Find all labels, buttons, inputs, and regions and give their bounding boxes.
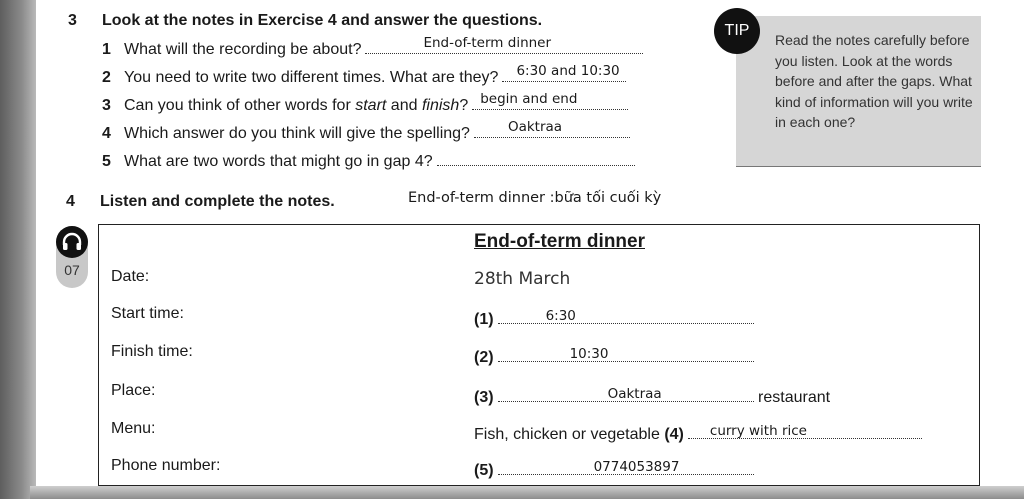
page-shadow-bottom: [30, 486, 1024, 499]
question-text-mid: and: [386, 97, 422, 114]
gap-answer-text: curry with rice: [709, 423, 807, 439]
notes-title: End-of-term dinner: [474, 231, 645, 252]
question-2: [102, 65, 626, 87]
answer-line[interactable]: [437, 149, 635, 166]
question-number: 3: [102, 97, 111, 114]
answer-text: End-of-term dinner: [423, 35, 552, 51]
audio-track-number: 07: [64, 262, 80, 278]
question-3: [102, 93, 628, 115]
notes-row-place: [474, 385, 830, 407]
menu-prefix: Fish, chicken or vegetable: [474, 426, 660, 443]
notes-row-finish-time: [474, 345, 754, 367]
notes-label-start-time: Start time:: [111, 305, 184, 322]
place-suffix: restaurant: [758, 389, 831, 406]
answer-line[interactable]: [502, 65, 626, 82]
gap-number: (4): [664, 426, 684, 443]
gap-answer-line[interactable]: [498, 307, 754, 324]
question-text: What will the recording be about?: [124, 41, 362, 58]
gap-number: (1): [474, 311, 494, 328]
notes-label-finish-time: Finish time:: [111, 343, 193, 360]
answer-line[interactable]: [365, 37, 643, 54]
notes-value-date: 28th March: [474, 269, 571, 289]
notes-label-menu: Menu:: [111, 420, 156, 437]
exercise-4-number: 4: [66, 193, 75, 210]
exercise-4-title: Listen and complete the notes.: [100, 193, 335, 210]
question-text-finish: finish: [421, 97, 460, 114]
question-text: What are two words that might go in gap 4?: [124, 153, 433, 170]
gap-answer-line[interactable]: [498, 345, 754, 362]
question-text-pre: Can you think of other words for: [124, 97, 356, 114]
answer-line[interactable]: [474, 121, 630, 138]
answer-text: begin and end: [480, 91, 578, 107]
gap-answer-text: 0774053897: [593, 459, 680, 475]
question-number: 5: [102, 153, 111, 170]
notes-label-date: Date:: [111, 268, 150, 285]
question-number: 4: [102, 125, 111, 142]
question-4: [102, 121, 630, 143]
question-1: [102, 37, 643, 59]
gap-answer-text: Oaktraa: [607, 386, 662, 402]
question-number: 1: [102, 41, 111, 58]
gap-number: (2): [474, 349, 494, 366]
tip-badge: TIP: [714, 8, 760, 54]
question-text-start: start: [355, 97, 387, 114]
exercise-3-title: Look at the notes in Exercise 4 and answer the questions.: [102, 12, 543, 29]
gap-answer-line[interactable]: [498, 385, 754, 402]
gap-answer-line[interactable]: [498, 458, 754, 475]
gap-answer-text: 10:30: [569, 346, 609, 362]
question-text-post: ?: [459, 97, 469, 114]
vocabulary-note: End-of-term dinner :bữa tối cuối kỳ: [408, 190, 662, 206]
notes-row-menu: [474, 422, 922, 444]
gap-answer-text: 6:30: [545, 308, 576, 324]
answer-text: 6:30 and 10:30: [516, 63, 620, 79]
gap-number: (3): [474, 389, 494, 406]
notes-row-start-time: [474, 307, 754, 329]
answer-text: Oaktraa: [507, 119, 563, 135]
notes-label-place: Place:: [111, 382, 156, 399]
question-text: You need to write two different times. What are they?: [124, 69, 499, 86]
gap-answer-line[interactable]: [688, 422, 922, 439]
exercise-3-number: 3: [68, 12, 77, 29]
gap-number: (5): [474, 462, 494, 479]
question-number: 2: [102, 69, 111, 86]
question-5: [102, 149, 635, 171]
notes-label-phone-number: Phone number:: [111, 457, 221, 474]
notes-row-phone-number: [474, 458, 754, 480]
headphones-icon[interactable]: [56, 226, 88, 258]
tip-text: Read the notes carefully before you listen. Look at the words before and after the gaps. What kind of information will you write in each one?: [775, 32, 973, 130]
page-shadow-left: [0, 0, 36, 499]
question-text: Which answer do you think will give the spelling?: [124, 125, 470, 142]
answer-line[interactable]: [472, 93, 628, 110]
